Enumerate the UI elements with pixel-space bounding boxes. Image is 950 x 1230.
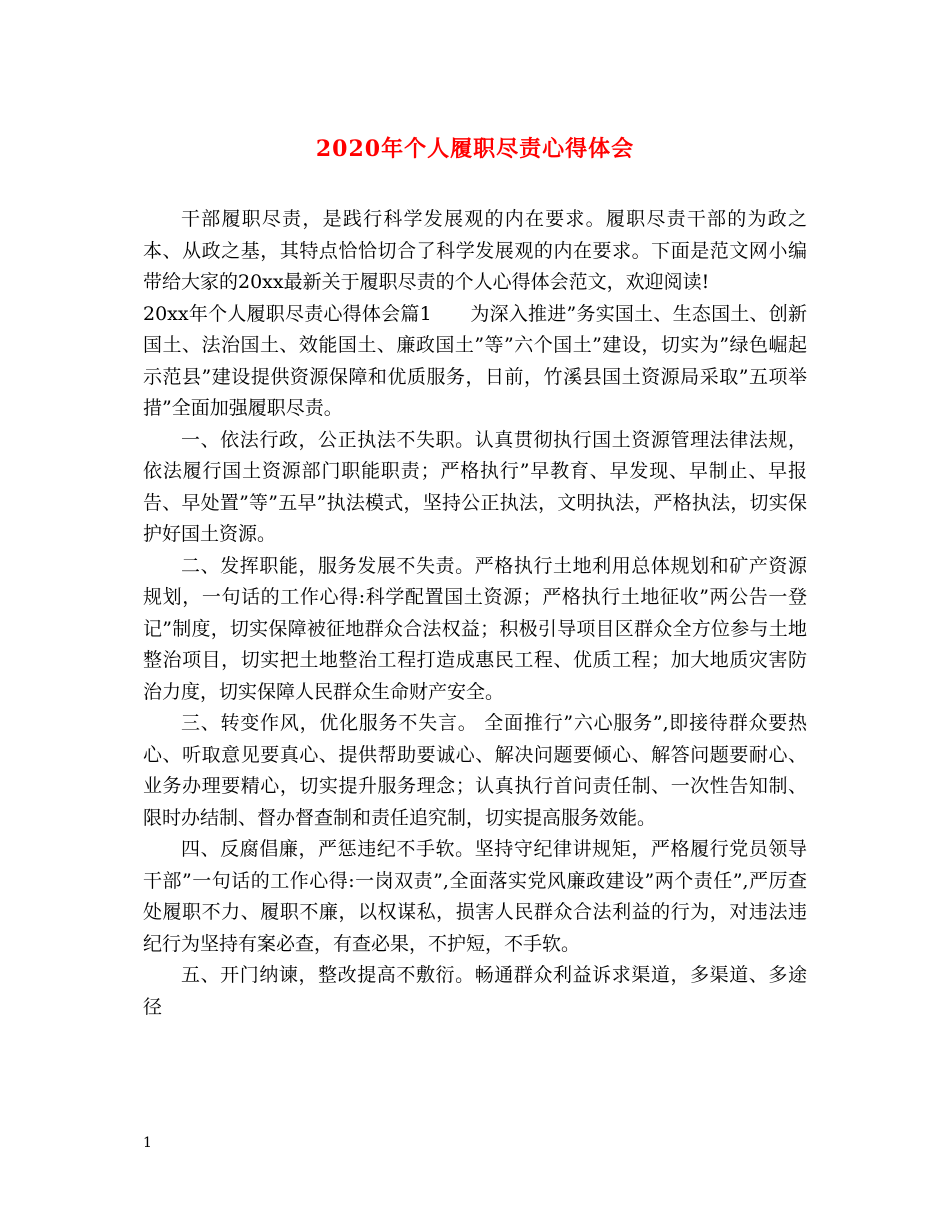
- paragraph-point-3: 三、转变作风，优化服务不失言。 全面推行”六心服务”,即接待群众要热心、听取意见要真心、提供帮助要诚心、解决问题要倾心、解答问题要耐心、业务办理要精心，切实提升服务理念；认真执行首问责任制、一次性告知制、限时办结制、督办督查制和责任追究制，切实提高服务效能。: [143, 712, 807, 829]
- paragraph-point-4: 四、反腐倡廉，严惩违纪不手软。坚持守纪律讲规矩，严格履行党员领导干部”一句话的工作心得:一岗双责”,全面落实党风廉政建设”两个责任”,严厉查处履职不力、履职不廉，以权谋私，损害人民群众合法利益的行为，对违法违纪行为坚持有案必查，有查必果，不护短，不手软。: [143, 838, 807, 955]
- document-body: [143, 204, 807, 1023]
- paragraph-point-2: 二、发挥职能，服务发展不失责。严格执行土地利用总体规划和矿产资源规划，一句话的工作心得:科学配置国土资源；严格执行土地征收”两公告一登记”制度，切实保障被征地群众合法权益；积极引导项目区群众全方位参与土地整治项目，切实把土地整治工程打造成惠民工程、优质工程；加大地质灾害防治力度，切实保障人民群众生命财产安全。: [143, 554, 807, 703]
- paragraph-point-5: 五、开门纳谏，整改提高不敷衍。畅通群众利益诉求渠道，多渠道、多途径: [143, 964, 807, 1018]
- page-number: 1: [143, 1135, 152, 1151]
- paragraph-intro: 干部履职尽责，是践行科学发展观的内在要求。履职尽责干部的为政之本、从政之基，其特点恰恰切合了科学发展观的内在要求。下面是范文网小编带给大家的20xx最新关于履职尽责的个人心得体会范文，欢迎阅读!: [143, 208, 807, 293]
- paragraph-point-1: 一、依法行政，公正执法不失职。认真贯彻执行国土资源管理法律法规，依法履行国土资源部门职能职责；严格执行”早教育、早发现、早制止、早报告、早处置”等”五早”执法模式，坚持公正执法，文明执法，严格执法，切实保护好国土资源。: [143, 428, 807, 545]
- paragraph-article-1: 20xx年个人履职尽责心得体会篇1 为深入推进”务实国土、生态国土、创新国土、法治国土、效能国土、廉政国土”等”六个国土”建设，切实为”绿色崛起示范县”建设提供资源保障和优质服务，日前，竹溪县国土资源局采取”五项举措”全面加强履职尽责。: [143, 302, 807, 419]
- document-title: 2020年个人履职尽责心得体会: [315, 136, 635, 162]
